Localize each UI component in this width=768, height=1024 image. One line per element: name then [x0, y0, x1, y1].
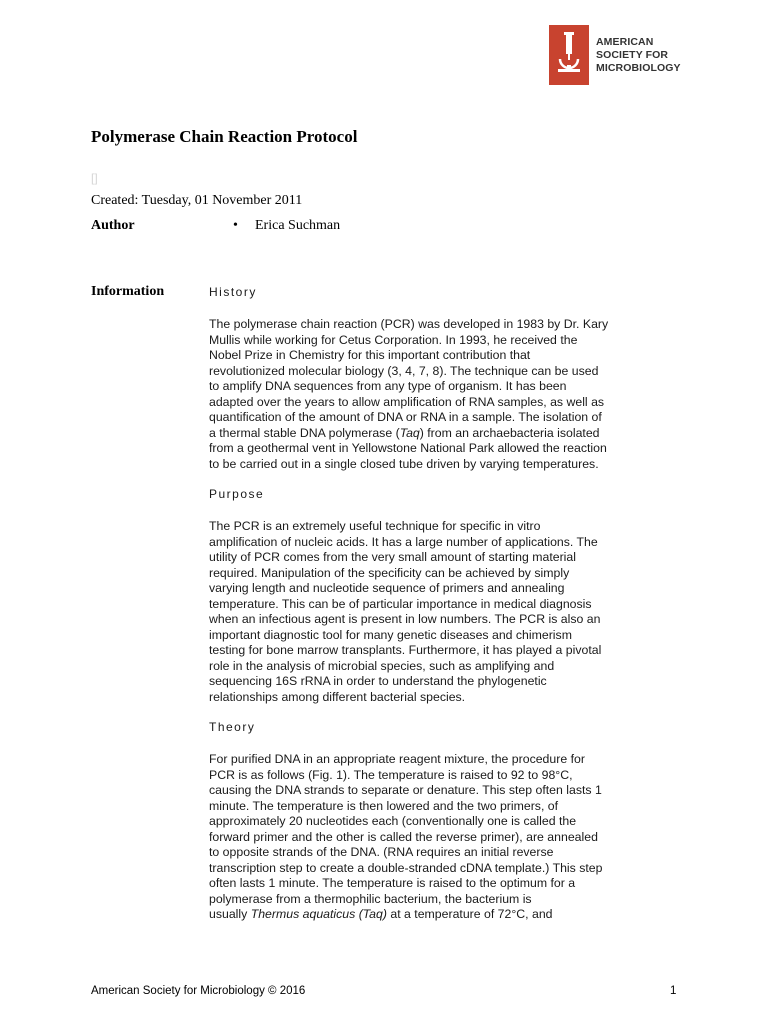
text-line: important diagnostic tool for many genetic diseases and chimerism — [209, 627, 572, 642]
text-line: to be carried out in a single closed tube driven by varying temperatures. — [209, 456, 599, 471]
text-line: amplification of nucleic acids. It has a large number of applications. The — [209, 534, 598, 549]
footer-copyright: American Society for Microbiology © 2016 — [91, 985, 306, 997]
text-line: PCR is as follows (Fig. 1). The temperature is raised to 92 to 98°C, — [209, 767, 573, 782]
text-line: causing the DNA strands to separate or denature. This step often lasts 1 — [209, 783, 602, 797]
history-paragraph — [209, 317, 679, 472]
text-line: The PCR is an extremely useful technique for specific in vitro — [209, 519, 541, 533]
section-heading-history: History — [209, 285, 257, 299]
text-line: role in the analysis of microbial species, such as amplifying and — [209, 658, 555, 673]
microscope-icon — [549, 25, 589, 85]
text-line: relationships among different bacterial species. — [209, 689, 466, 704]
text-segment: usually — [209, 907, 251, 921]
text-line: Mullis while working for Cetus Corporation. In 1993, he received the — [209, 332, 578, 347]
page-number: 1 — [670, 985, 677, 997]
text-line: polymerase from a thermophilic bacterium, the bacterium is — [209, 891, 532, 906]
text-line: varying length and nucleotide sequence of primers and annealing — [209, 581, 565, 595]
section-heading-theory: Theory — [209, 720, 256, 734]
text-line: adapted over the years to allow amplification of RNA samples, as well as — [209, 394, 605, 409]
text-line: from a geothermal vent in Yellowstone National Park allowed the reaction — [209, 441, 607, 455]
author-label: Author — [91, 218, 135, 233]
purpose-paragraph — [209, 519, 679, 705]
section-heading-purpose: Purpose — [209, 487, 265, 501]
logo-line-1: AMERICAN — [596, 35, 654, 48]
text-line — [209, 426, 679, 442]
text-line: sequencing 16S rRNA in order to understand the phylogenetic — [209, 674, 547, 688]
text-line: when an infectious agent is present in low numbers. The PCR is also an — [209, 612, 601, 626]
text-line: often lasts 1 minute. The temperature is raised to the optimum for a — [209, 876, 576, 890]
placeholder-marker: [] — [91, 171, 98, 185]
logo-wordmark — [596, 36, 681, 75]
logo-line-3: MICROBIOLOGY — [596, 61, 681, 74]
document-title: Polymerase Chain Reaction Protocol — [91, 127, 358, 146]
text-line: forward primer and the other is called the reverse primer), are annealed — [209, 829, 598, 844]
text-line: The polymerase chain reaction (PCR) was developed in 1983 by Dr. Kary — [209, 317, 609, 331]
text-line: minute. The temperature is then lowered and the two primers, of — [209, 798, 559, 813]
italic-species: Thermus aquaticus (Taq) — [250, 907, 387, 921]
text-line: testing for bone marrow transplants. Furthermore, it has played a pivotal — [209, 643, 602, 657]
text-line: utility of PCR comes from the very small amount of starting material — [209, 550, 576, 564]
text-line: Nobel Prize in Chemistry for this important contribution that — [209, 348, 531, 362]
text-line: For purified DNA in an appropriate reagent mixture, the procedure for — [209, 752, 585, 766]
theory-paragraph — [209, 752, 679, 923]
author-name: Erica Suchman — [255, 218, 341, 233]
text-line: approximately 20 nucleotides each (conventionally one is called the — [209, 814, 577, 828]
asm-logo — [549, 25, 681, 85]
created-date: Created: Tuesday, 01 November 2011 — [91, 193, 303, 208]
italic-taq: Taq — [399, 425, 420, 440]
text-line: revolutionized molecular biology (3, 4, 7, 8). The technique can be used — [209, 363, 599, 378]
logo-line-2: SOCIETY FOR — [596, 48, 669, 61]
text-line — [209, 907, 679, 923]
bullet-icon: • — [233, 218, 238, 233]
text-line: to amplify DNA sequences from any type of organism. It has been — [209, 379, 567, 393]
text-line: quantification of the amount of DNA or RNA in a sample. The isolation of — [209, 410, 602, 424]
information-content — [209, 285, 679, 923]
text-segment: ) from an archaebacteria isolated — [419, 425, 600, 440]
text-line: required. Manipulation of the specificity can be achieved by simply — [209, 565, 570, 580]
text-segment: at a temperature of 72°C, and — [386, 907, 553, 921]
text-line: to opposite strands of the DNA. (RNA requires an initial reverse — [209, 845, 554, 859]
text-line: transcription step to create a double-stranded cDNA template.) This step — [209, 860, 603, 875]
information-label: Information — [91, 284, 165, 299]
text-line: temperature. This can be of particular importance in medical diagnosis — [209, 596, 592, 611]
text-segment: a thermal stable DNA polymerase ( — [209, 425, 400, 440]
